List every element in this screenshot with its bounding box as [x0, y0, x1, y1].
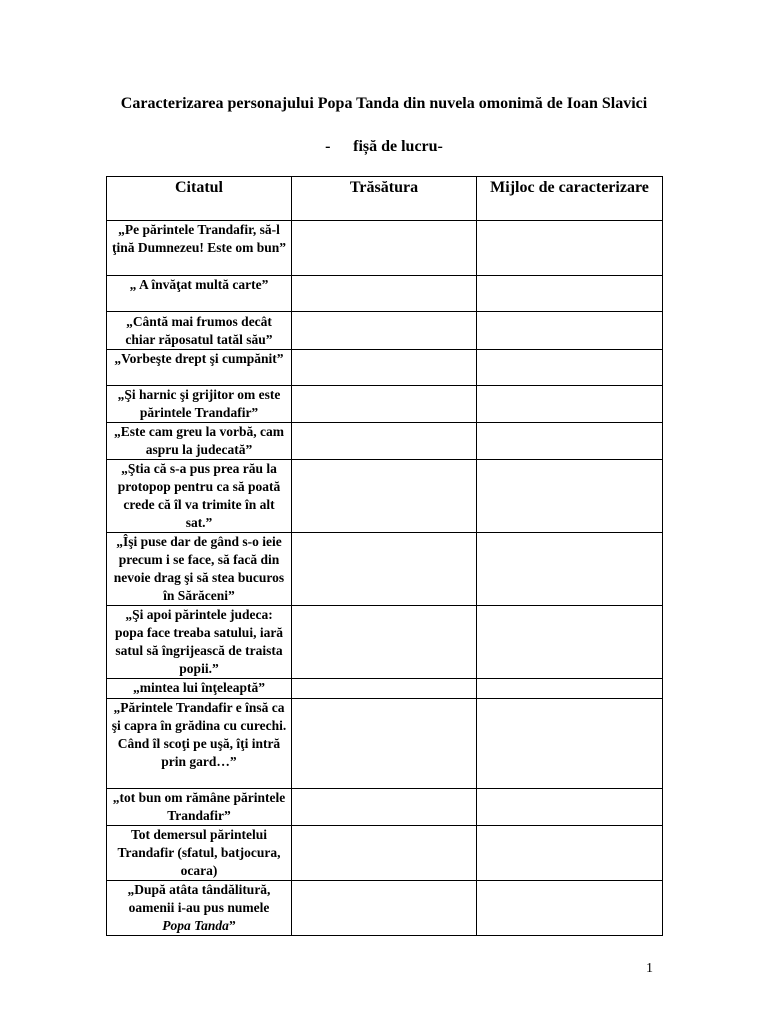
trait-cell	[292, 423, 477, 460]
header-quote: Citatul	[107, 177, 292, 221]
subtitle-dash: -	[325, 138, 331, 155]
subtitle-text: fișă de lucru-	[353, 138, 443, 155]
table-row	[107, 350, 663, 386]
quote-italic-name: Popa Tanda	[162, 918, 229, 933]
means-cell	[477, 679, 663, 699]
quote-cell: „mintea lui înţeleaptă”	[107, 679, 292, 699]
table-row	[107, 699, 663, 789]
trait-cell	[292, 679, 477, 699]
table-header-row	[107, 177, 663, 221]
means-cell	[477, 276, 663, 312]
quote-cell	[107, 881, 292, 936]
table-row	[107, 460, 663, 533]
trait-cell	[292, 699, 477, 789]
table-row	[107, 881, 663, 936]
quote-cell: „Este cam greu la vorbă, cam aspru la judecată”	[107, 423, 292, 460]
header-trait: Trăsătura	[292, 177, 477, 221]
table-row	[107, 221, 663, 276]
characterization-table	[106, 176, 663, 936]
means-cell	[477, 789, 663, 826]
means-cell	[477, 312, 663, 350]
table-row	[107, 606, 663, 679]
quote-cell: „Ştia că s-a pus prea rău la protopop pentru ca să poată crede că îl va trimite în alt sat.”	[107, 460, 292, 533]
means-cell	[477, 699, 663, 789]
trait-cell	[292, 460, 477, 533]
document-title: Caracterizarea personajului Popa Tanda din nuvela omonimă de Ioan Slavici	[120, 95, 648, 112]
means-cell	[477, 350, 663, 386]
trait-cell	[292, 881, 477, 936]
quote-cell: „ A învăţat multă carte”	[107, 276, 292, 312]
table-row	[107, 386, 663, 423]
means-cell	[477, 423, 663, 460]
table-row	[107, 533, 663, 606]
trait-cell	[292, 789, 477, 826]
trait-cell	[292, 606, 477, 679]
quote-cell: „Şi apoi părintele judeca: popa face treaba satului, iară satul să îngrijească de traista popii.”	[107, 606, 292, 679]
trait-cell	[292, 533, 477, 606]
quote-cell: „Îşi puse dar de gând s-o ieie precum i se face, să facă din nevoie drag şi să stea bucuros în Sărăceni”	[107, 533, 292, 606]
means-cell	[477, 221, 663, 276]
means-cell	[477, 460, 663, 533]
means-cell	[477, 606, 663, 679]
quote-cell: „Pe părintele Trandafir, să-l ţină Dumnezeu! Este om bun”	[107, 221, 292, 276]
quote-cell: „Cântă mai frumos decât chiar răposatul tatăl său”	[107, 312, 292, 350]
table-row	[107, 312, 663, 350]
quote-cell: „Şi harnic şi grijitor om este părintele Trandafir”	[107, 386, 292, 423]
page-number: 1	[646, 961, 653, 976]
table-row	[107, 423, 663, 460]
quote-cell: „Părintele Trandafir e însă ca şi capra în grădina cu curechi. Când îl scoţi pe uşă, îţi intră prin gard…”	[107, 699, 292, 789]
means-cell	[477, 533, 663, 606]
quote-close-mark: ”	[228, 918, 236, 933]
means-cell	[477, 826, 663, 881]
header-means: Mijloc de caracterizare	[477, 177, 663, 221]
quote-cell: Tot demersul părintelui Trandafir (sfatul, batjocura, ocara)	[107, 826, 292, 881]
trait-cell	[292, 350, 477, 386]
table-row	[107, 789, 663, 826]
table-row	[107, 826, 663, 881]
quote-cell: „tot bun om rămâne părintele Trandafir”	[107, 789, 292, 826]
table-row	[107, 276, 663, 312]
quote-text: „După atâta tândălitură, oamenii i-au pus numele	[127, 882, 271, 915]
means-cell	[477, 881, 663, 936]
quote-cell: „Vorbeşte drept şi cumpănit”	[107, 350, 292, 386]
means-cell	[477, 386, 663, 423]
trait-cell	[292, 826, 477, 881]
trait-cell	[292, 221, 477, 276]
document-subtitle	[0, 137, 768, 157]
trait-cell	[292, 276, 477, 312]
trait-cell	[292, 312, 477, 350]
trait-cell	[292, 386, 477, 423]
table-row	[107, 679, 663, 699]
